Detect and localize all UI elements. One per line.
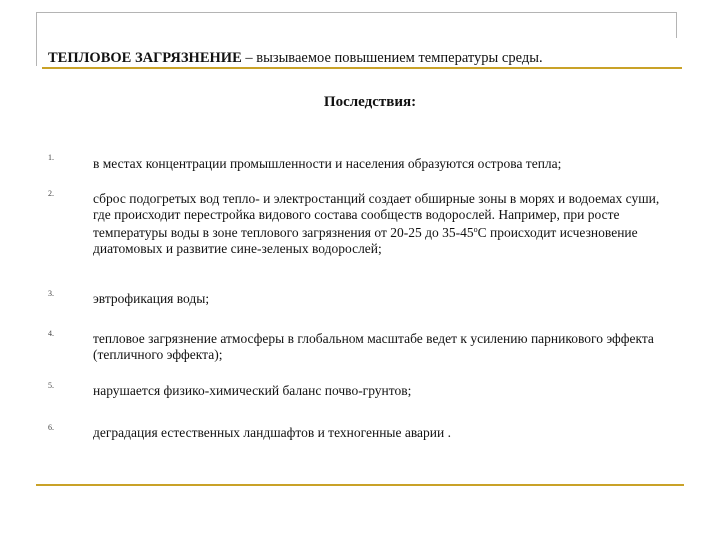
list-item-text: нарушается физико-химический баланс почво-грунтов;	[93, 383, 412, 398]
list-item-number: 6.	[48, 423, 54, 432]
list-item-number: 5.	[48, 381, 54, 390]
slide-frame-top	[36, 12, 677, 38]
footer-rule	[36, 484, 684, 486]
list-item-text-part: С происходит исчезновение диатомовых и развитие сине-зеленых водорослей;	[93, 225, 638, 256]
title-definition: – вызываемое повышением температуры среды.	[241, 50, 543, 66]
list-item-number: 1.	[48, 153, 54, 162]
list-item-number: 2.	[48, 189, 54, 198]
slide-frame-left	[36, 12, 37, 66]
list-item-text: эвтрофикация воды;	[93, 291, 210, 306]
page-title	[48, 50, 688, 67]
header-rule	[42, 67, 682, 69]
section-subheading: Последствия:	[323, 94, 417, 110]
list-item-text-part: сброс подогретых вод тепло- и электростанций создает обширные зоны в морях и водоемах суши, где происходит перестройка видового состава сообществ водорослей. Например, при росте температуры воды в зоне теплового загрязнения от 20-25 до 35-45	[93, 191, 660, 240]
list-item-number: 4.	[48, 329, 54, 338]
title-term: ТЕПЛОВОЕ ЗАГРЯЗНЕНИЕ	[48, 50, 242, 66]
list-item-number: 3.	[48, 289, 54, 298]
list-item-text: в местах концентрации промышленности и населения образуются острова тепла;	[93, 156, 562, 171]
degree-superscript: о	[473, 225, 478, 234]
list-item-text	[93, 191, 671, 256]
list-item-text: деградация естественных ландшафтов и техногенные аварии .	[93, 425, 451, 440]
list-item-text: тепловое загрязнение атмосферы в глобальном масштабе ведет к усилению парникового эффекта (тепличного эффекта);	[93, 331, 654, 362]
